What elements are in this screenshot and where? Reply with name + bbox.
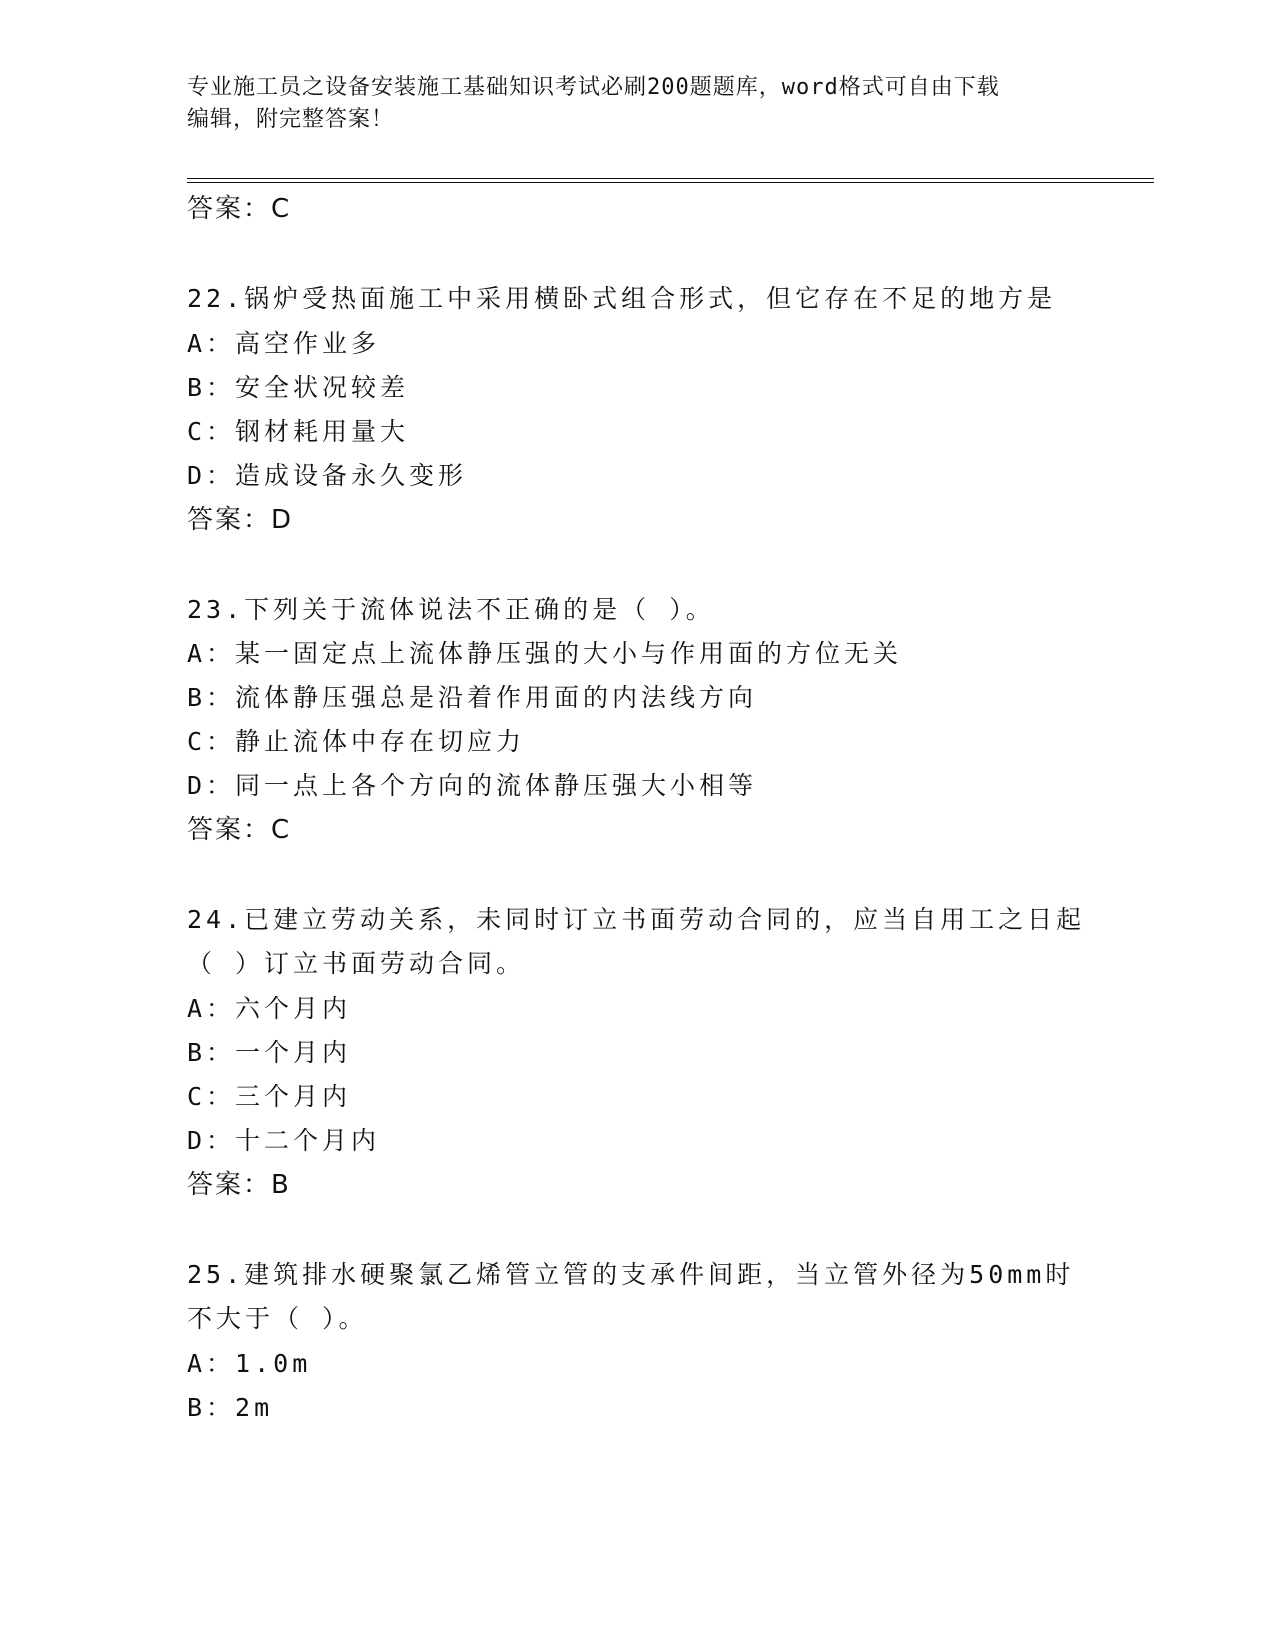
- document-header: [187, 72, 1087, 136]
- question-24-option-a: A：六个月内: [187, 994, 352, 1023]
- question-23-option-b: B：流体静压强总是沿着作用面的内法线方向: [187, 683, 758, 712]
- question-22-option-c: C：钢材耗用量大: [187, 417, 410, 446]
- question-24-stem: 24.已建立劳动关系，未同时订立书面劳动合同的，应当自用工之日起: [187, 905, 1086, 934]
- answer-24: 答案：B: [187, 1170, 291, 1200]
- question-22-option-a: A：高空作业多: [187, 329, 381, 358]
- header-divider-bottom: [187, 182, 1154, 183]
- question-23-option-d: D：同一点上各个方向的流体静压强大小相等: [187, 771, 758, 800]
- question-24-option-c: C：三个月内: [187, 1082, 352, 1111]
- question-25-stem: 25.建筑排水硬聚氯乙烯管立管的支承件间距，当立管外径为50mm时: [187, 1260, 1075, 1289]
- question-25-stem-cont: 不大于（ ）。: [187, 1304, 368, 1333]
- question-23-stem: 23.下列关于流体说法不正确的是（ ）。: [187, 595, 715, 624]
- answer-21: 答案：C: [187, 194, 292, 224]
- header-divider-top: [187, 178, 1154, 179]
- question-22-stem: 22.锅炉受热面施工中采用横卧式组合形式，但它存在不足的地方是: [187, 284, 1057, 313]
- question-23-option-a: A：某一固定点上流体静压强的大小与作用面的方位无关: [187, 639, 903, 668]
- question-22-option-b: B：安全状况较差: [187, 373, 410, 402]
- header-line-2: 编辑，附完整答案！: [187, 107, 395, 132]
- answer-22: 答案：D: [187, 505, 294, 535]
- question-23-option-c: C：静止流体中存在切应力: [187, 727, 526, 756]
- answer-23: 答案：C: [187, 815, 292, 845]
- question-24-option-d: D：十二个月内: [187, 1126, 381, 1155]
- header-line-1: 专业施工员之设备安装施工基础知识考试必刷200题题库，word格式可自由下载: [187, 75, 1000, 100]
- question-22-option-d: D：造成设备永久变形: [187, 461, 468, 490]
- question-25-option-b: B：2m: [187, 1393, 274, 1422]
- question-24-stem-cont: （ ）订立书面劳动合同。: [187, 949, 526, 978]
- question-25-option-a: A：1.0m: [187, 1349, 312, 1378]
- question-24-option-b: B：一个月内: [187, 1038, 352, 1067]
